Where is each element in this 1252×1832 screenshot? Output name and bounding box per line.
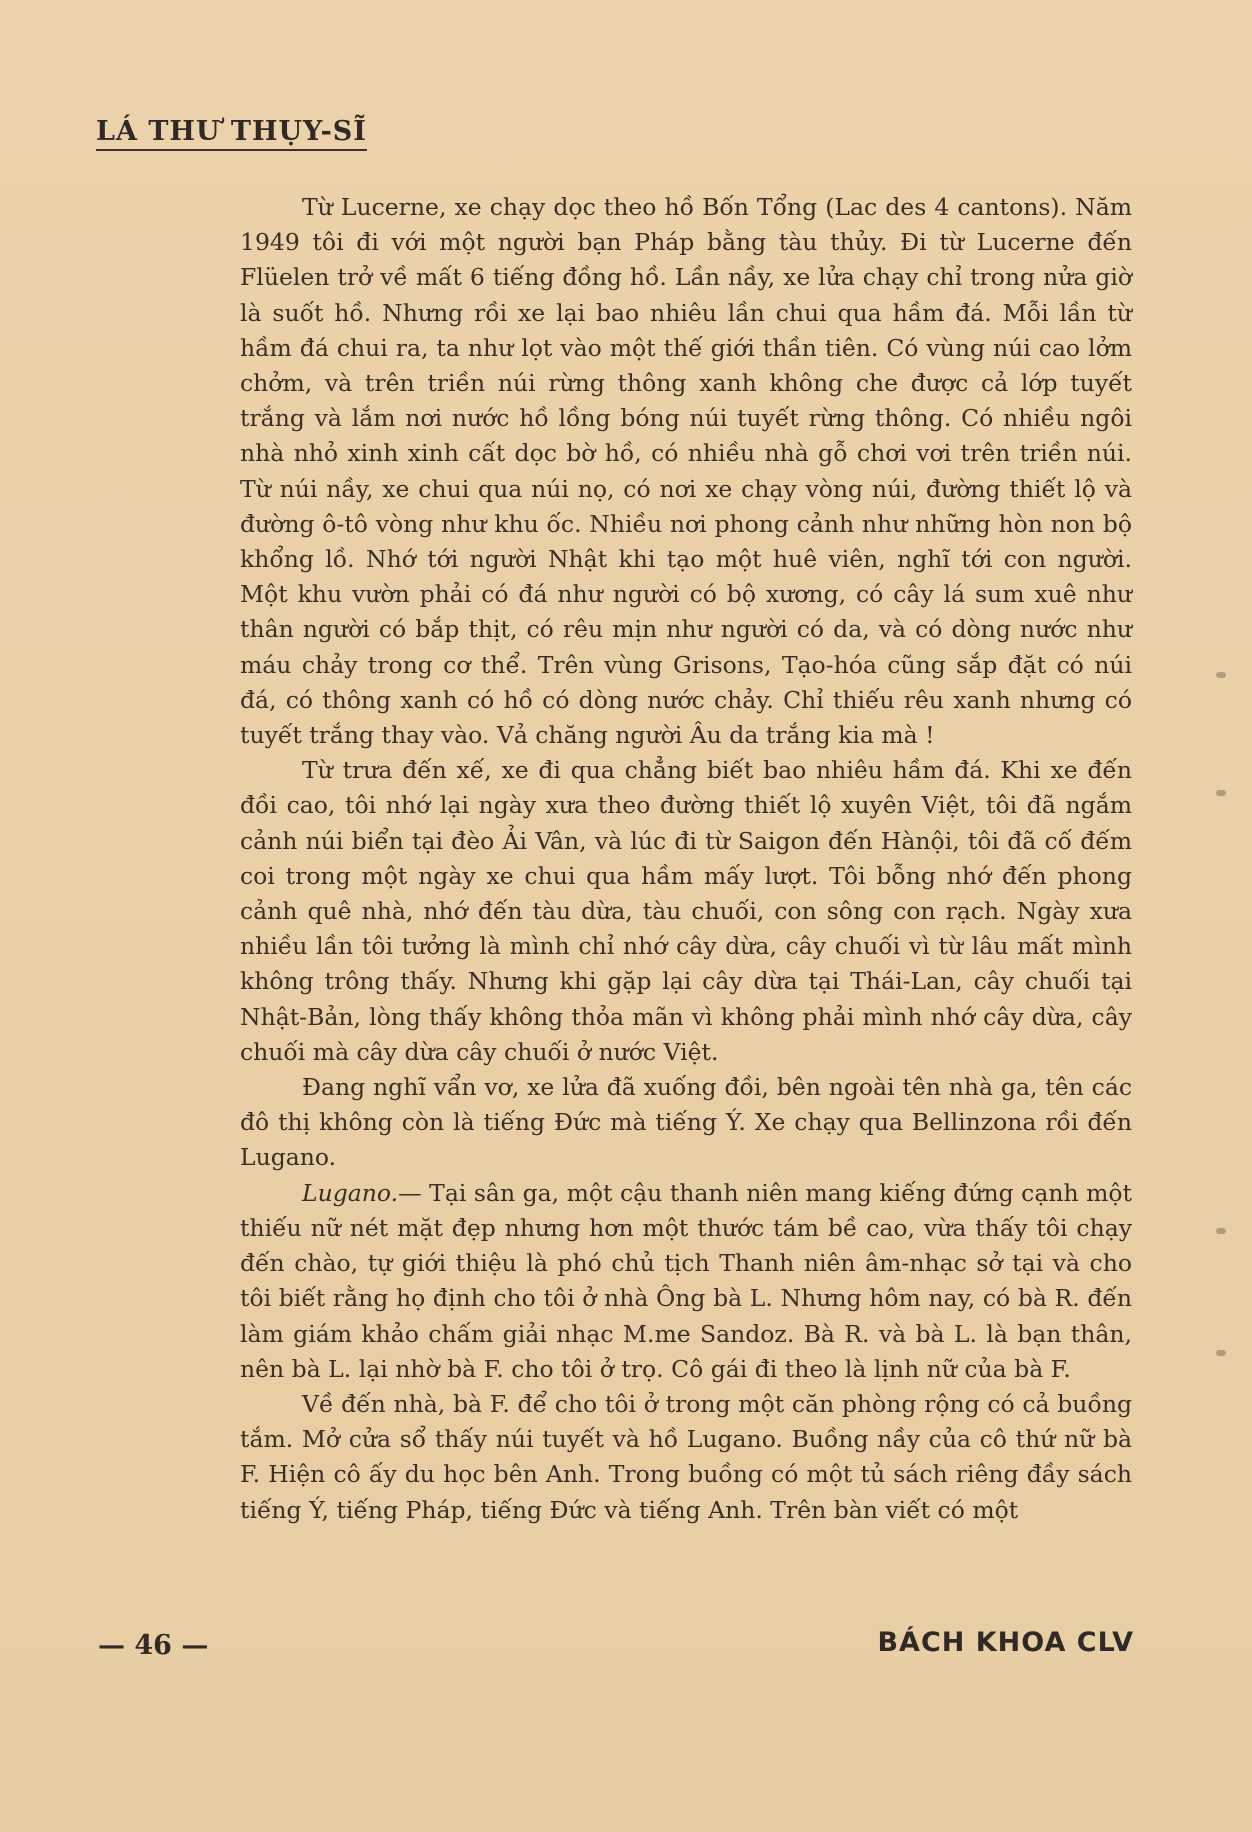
page-number: — 46 — xyxy=(98,1630,209,1661)
article-body xyxy=(240,190,1132,1528)
paragraph-lucerne: Từ Lucerne, xe chạy dọc theo hồ Bốn Tổng (Lac des 4 cantons). Năm 1949 tôi đi với một người bạn Pháp bằng tàu thủy. Đi từ Lucerne đến Flüelen trở về mất 6 tiếng đồng hồ. Lần nầy, xe lửa chạy chỉ trong nửa giờ là suốt hồ. Nhưng rồi xe lại bao nhiêu lần chui qua hầm đá. Mỗi lần từ hầm đá chui ra, ta như lọt vào một thế giới thần tiên. Có vùng núi cao lởm chởm, và trên triền núi rừng thông xanh không che được cả lớp tuyết trắng và lắm nơi nước hồ lồng bóng núi tuyết rừng thông. Có nhiều ngôi nhà nhỏ xinh xinh cất dọc bờ hồ, có nhiều nhà gỗ chơi vơi trên triền núi. Từ núi nầy, xe chui qua núi nọ, có nơi xe chạy vòng núi, đường thiết lộ và đường ô-tô vòng như khu ốc. Nhiều nơi phong cảnh như những hòn non bộ khổng lồ. Nhớ tới người Nhật khi tạo một huê viên, nghĩ tới con người. Một khu vườn phải có đá như người có bộ xương, có cây lá sum xuê như thân người có bắp thịt, có rêu mịn như người có da, và có dòng nước như máu chảy trong cơ thể. Trên vùng Grisons, Tạo-hóa cũng sắp đặt có núi đá, có thông xanh có hồ có dòng nước chảy. Chỉ thiếu rêu xanh nhưng có tuyết trắng thay vào. Vả chăng người Âu da trắng kia mà ! xyxy=(240,193,1132,750)
running-header-title: LÁ THƯ THỤY-SĨ xyxy=(96,116,367,151)
paragraph-lugano xyxy=(240,1176,1132,1387)
edge-speck xyxy=(1216,790,1226,796)
paragraph-noon: Từ trưa đến xế, xe đi qua chẳng biết bao nhiêu hầm đá. Khi xe đến đồi cao, tôi nhớ lại ngày xưa theo đường thiết lộ xuyên Việt, tôi đã ngắm cảnh núi biển tại đèo Ải Vân, và lúc đi từ Saigon đến Hànội, tôi đã cố đếm coi trong một ngày xe chui qua hầm mấy lượt. Tôi bỗng nhớ đến phong cảnh quê nhà, nhớ đến tàu dừa, tàu chuối, con sông con rạch. Ngày xưa nhiều lần tôi tưởng là mình chỉ nhớ cây dừa, cây chuối vì từ lâu mất mình không trông thấy. Nhưng khi gặp lại cây dừa tại Thái-Lan, cây chuối tại Nhật-Bản, lòng thấy không thỏa mãn vì không phải mình nhớ cây dừa, cây chuối mà cây dừa cây chuối ở nước Việt. xyxy=(240,756,1132,1066)
paragraph-bellinzona: Đang nghĩ vẩn vơ, xe lửa đã xuống đồi, bên ngoài tên nhà ga, tên các đô thị không còn là tiếng Đức mà tiếng Ý. Xe chạy qua Bellinzona rồi đến Lugano. xyxy=(240,1073,1132,1172)
lugano-paragraph-text: — Tại sân ga, một cậu thanh niên mang kiếng đứng cạnh một thiếu nữ nét mặt đẹp nhưng hơn một thước tám bề cao, vừa thấy tôi chạy đến chào, tự giới thiệu là phó chủ tịch Thanh niên âm-nhạc sở tại và cho tôi biết rằng họ định cho tôi ở nhà Ông bà L. Nhưng hôm nay, có bà R. đến làm giám khảo chấm giải nhạc M.me Sandoz. Bà R. và bà L. là bạn thân, nên bà L. lại nhờ bà F. cho tôi ở trọ. Cô gái đi theo là lịnh nữ của bà F. xyxy=(240,1178,1132,1383)
paragraph-home: Về đến nhà, bà F. để cho tôi ở trong một căn phòng rộng có cả buồng tắm. Mở cửa sổ thấy núi tuyết và hồ Lugano. Buồng nầy của cô thứ nữ bà F. Hiện cô ấy du học bên Anh. Trong buồng có một tủ sách riêng đầy sách tiếng Ý, tiếng Pháp, tiếng Đức và tiếng Anh. Trên bàn viết có một xyxy=(240,1389,1132,1524)
magazine-issue-label: BÁCH KHOA CLV xyxy=(877,1627,1134,1658)
edge-speck xyxy=(1216,1228,1226,1234)
lugano-section-label: Lugano. xyxy=(302,1178,399,1207)
edge-speck xyxy=(1216,672,1226,678)
edge-speck xyxy=(1216,1350,1226,1356)
